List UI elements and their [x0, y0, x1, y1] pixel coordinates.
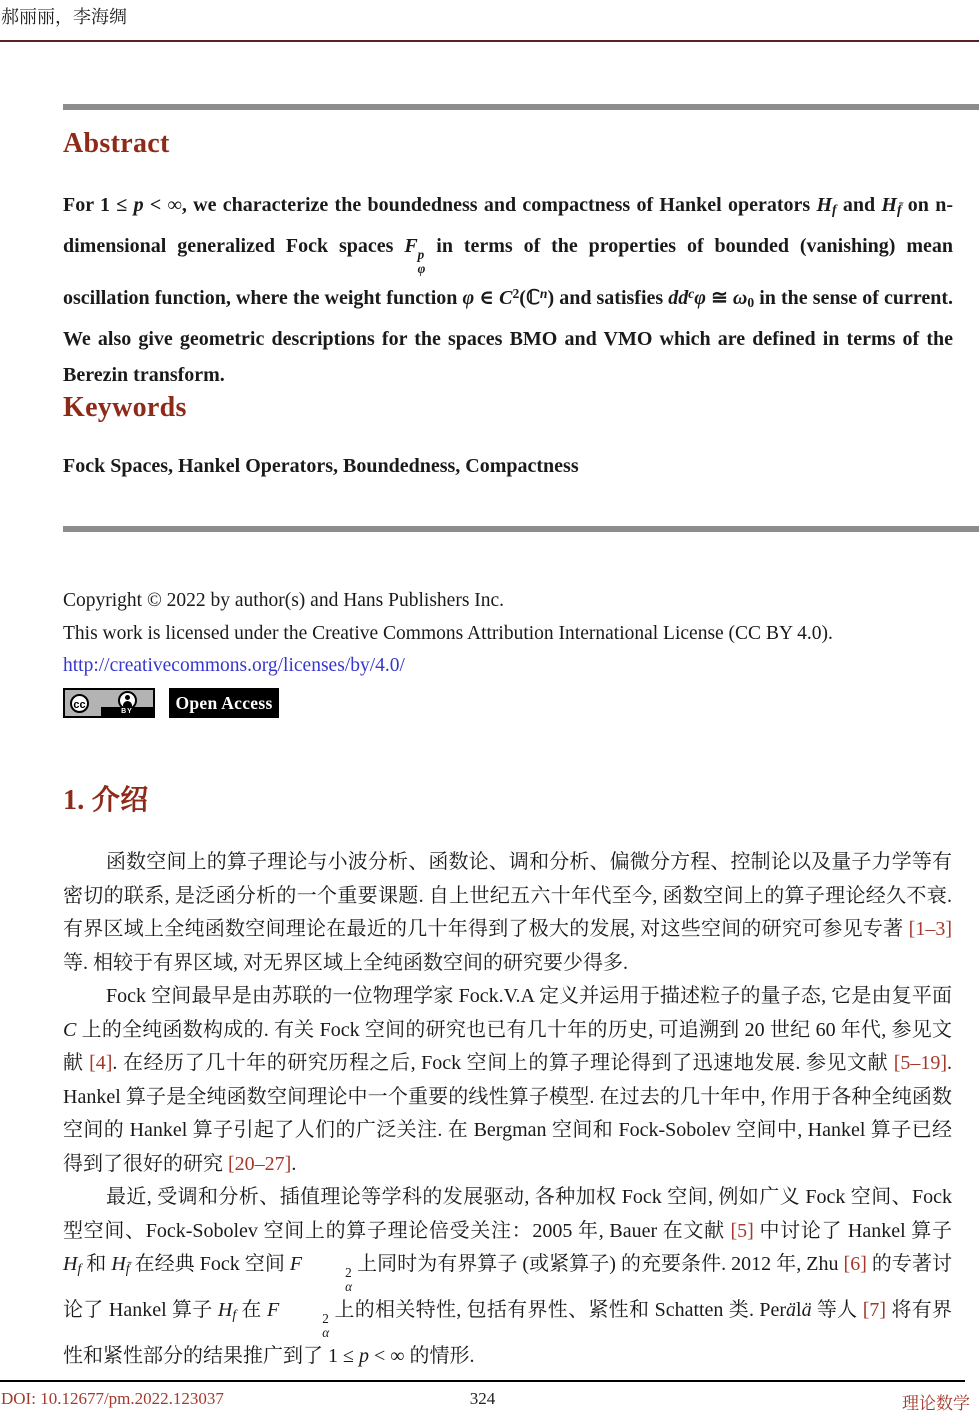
journal-name-link[interactable]: 理论数学	[902, 1394, 970, 1413]
text-segment: f	[832, 201, 837, 217]
text-segment: f	[232, 1306, 237, 1322]
math-expr: p	[133, 194, 144, 216]
page-number: 324	[469, 1389, 496, 1408]
intro-paragraph-3: 最近, 受调和分析、插值理论等学科的发展驱动, 各种加权 Fock 空间, 例如广义 Fock 空间、Fock 型空间、Fock-Sobolev 空间上的算子理论倍受关注：2005 年, Bauer 在文献 [5] 中讨论了 Hankel 算子 Hf 和 Hf̄ 在经典 Fock 空间 F 2 α 上同时为有界算子 (或紧算子) 的充要条件. 2012 年, Zhu [6] 的专著讨论了 Hankel 算子 Hf 在 F 2 α 上的相关特性, 包括有界性、紧性和 Schatten 类. Perälä 等人 [7] 将有界性和紧性部分的结果推广到了 1 ≤ p < ∞ 的情形.	[63, 1186, 953, 1367]
badge-row	[63, 688, 279, 718]
math-expr: H	[881, 194, 897, 216]
citation-link[interactable]: [5–19]	[893, 1052, 948, 1074]
open-access-badge	[169, 688, 279, 718]
text-segment: f̄	[125, 1260, 130, 1276]
cc-by-label: BY	[101, 707, 153, 716]
math-expr: H	[63, 1253, 78, 1275]
license-url-link[interactable]: http://creativecommons.org/licenses/by/4.0/	[63, 655, 405, 676]
text-segment: 2	[512, 285, 520, 301]
math-base: F	[404, 234, 418, 257]
math-supsub: 2 α	[345, 1265, 353, 1295]
section-divider-bar-middle	[63, 526, 979, 532]
math-expr: C	[63, 1018, 77, 1041]
citation-link[interactable]: [1–3]	[908, 918, 952, 940]
text-segment: n	[539, 285, 548, 301]
keywords-text: Fock Spaces, Hankel Operators, Boundedness, Compactness	[63, 455, 579, 477]
text-segment: 0	[747, 295, 755, 311]
license-block	[63, 585, 963, 683]
math-supsub: p φ	[417, 247, 426, 277]
math-expr: H	[816, 194, 833, 216]
header-rule	[0, 40, 979, 42]
math-supsub: 2 α	[322, 1311, 330, 1341]
intro-paragraph-1: 函数空间上的算子理论与小波分析、函数论、调和分析、偏微分方程、控制论以及量子力学等有密切的联系, 是泛函分析的一个重要课题. 自上世纪五六十年代至今, 函数空间上的算子理论经久不衰. 有界区域上全纯函数空间理论在最近的几十年得到了极大的发展, 对这些空间的研究可参见专著 [1–3] 等. 相较于有界区域, 对无界区域上全纯函数空间的研究要少得多.	[63, 851, 952, 974]
cc-by-badge[interactable]	[63, 688, 155, 718]
citation-link[interactable]: [6]	[843, 1253, 867, 1275]
doi-link[interactable]: DOI: 10.12677/pm.2022.123037	[1, 1389, 224, 1408]
introduction-heading: 1. 介绍	[63, 785, 149, 816]
text-segment: f	[77, 1260, 82, 1276]
math-expr: p	[358, 1344, 369, 1367]
open-access-label: Open Access	[175, 692, 273, 713]
intro-paragraph-2: Fock 空间最早是由苏联的一位物理学家 Fock.V.A 定义并运用于描述粒子的量子态, 它是由复平面 C 上的全纯函数构成的. 有关 Fock 空间的研究也已有几十年的历史, 可追溯到 20 世纪 60 年代, 参见文献 [4]. 在经历了几十年的研究历程之后, Fock 空间上的算子理论得到了迅速地发展. 参见文献 [5–19]. Hankel 算子是全纯函数空间理论中一个重要的线性算子模型. 在过去的几十年中, 作用于各种全纯函数空间的 Hankel 算子引起了人们的广泛关注. 在 Bergman 空间和 Fock-Sobolev 空间中, Hankel 算子已经得到了很好的研究 [20–27].	[63, 985, 953, 1175]
abstract-paragraph: For 1 ≤ p < ∞, we characterize the boundedness and compactness of Hankel operators Hf and Hf̄ on n-dimensional generalized Fock spaces F p φ in terms of the properties of bounded (vanishing) mean oscillation function, where the weight function φ ∈ $C^2(ℂ^n)$ and satisfies $dd^c\varphi$ ≅ ω0 in the sense of current. We also give geometric descriptions for the spaces BMO and VMO which are defined in terms of the Berezin transform.	[63, 194, 954, 387]
section-divider-bar-top	[63, 104, 979, 110]
keywords-heading: Keywords	[63, 392, 187, 423]
citation-link[interactable]: [7]	[862, 1298, 887, 1321]
math-expr: φ	[462, 287, 475, 310]
footer-rule	[0, 1380, 965, 1382]
text-segment: c	[688, 285, 695, 301]
cc-logo-icon: cc	[70, 694, 89, 713]
math-expr: ω	[732, 287, 748, 310]
abstract-heading: Abstract	[63, 128, 170, 159]
citation-link[interactable]: [20–27]	[228, 1152, 292, 1175]
math-base: F	[267, 1298, 280, 1321]
math-expr: ä	[801, 1298, 812, 1321]
math-expr: H	[111, 1253, 126, 1275]
math-expr: ä	[786, 1298, 796, 1321]
copyright-line: Copyright © 2022 by author(s) and Hans Publishers Inc.	[63, 590, 505, 611]
license-statement: This work is licensed under the Creative Commons Attribution International License (CC BY 4.0).	[63, 622, 833, 644]
introduction-body	[63, 846, 952, 1373]
citation-link[interactable]: [5]	[730, 1219, 754, 1242]
math-expr: dd	[668, 287, 689, 310]
math-expr: H	[217, 1298, 233, 1321]
math-base: F	[289, 1253, 303, 1275]
page-footer	[0, 1389, 979, 1413]
math-expr: φ	[694, 287, 706, 310]
citation-link[interactable]: [4]	[89, 1052, 113, 1074]
math-expr: C	[499, 287, 513, 310]
running-header-authors: 郝丽丽，李海绸	[1, 7, 127, 27]
text-segment: f̄	[896, 201, 902, 217]
